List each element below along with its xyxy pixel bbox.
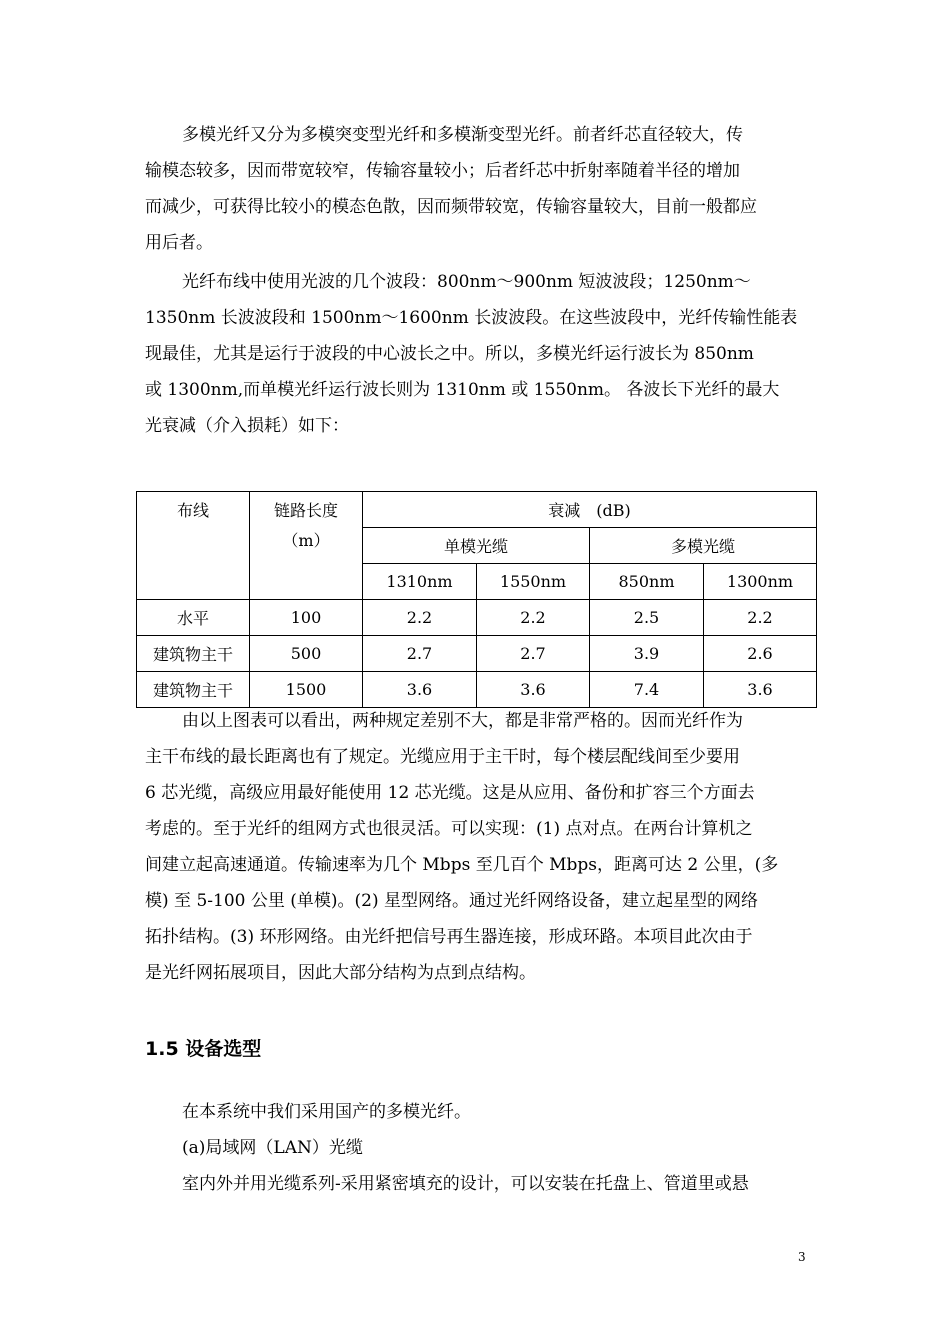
cell-value: 2.6 <box>704 636 817 672</box>
text-line: 是光纤网拓展项目，因此大部分结构为点到点结构。 <box>145 963 536 983</box>
cell-value: 3.9 <box>590 636 704 672</box>
header-wavelength: 1300nm <box>704 564 817 600</box>
paragraph-multimode-fiber <box>145 117 815 261</box>
cell-value: 2.7 <box>477 636 590 672</box>
section-heading: 1.5 设备选型 <box>145 1038 262 1060</box>
header-wavelength: 1550nm <box>477 564 590 600</box>
cell-wiring: 建筑物主干 <box>137 672 250 708</box>
header-wavelength: 850nm <box>590 564 704 600</box>
text-line: 或 1300nm,而单模光纤运行波长则为 1310nm 或 1550nm。 各波长下光纤的最大 <box>145 380 780 400</box>
header-link-length <box>250 492 363 600</box>
text-line: 现最佳，尤其是运行于波段的中心波长之中。所以，多模光纤运行波长为 850nm <box>145 344 754 364</box>
cell-value: 2.2 <box>704 600 817 636</box>
text-line: 多模光纤又分为多模突变型光纤和多模渐变型光纤。前者纤芯直径较大，传 <box>182 125 743 145</box>
header-multi-mode: 多模光缆 <box>590 528 817 564</box>
header-single-mode: 单模光缆 <box>363 528 590 564</box>
paragraph-wavelength-bands <box>145 264 815 444</box>
cell-value: 3.6 <box>704 672 817 708</box>
cell-value: 3.6 <box>363 672 477 708</box>
cell-length: 500 <box>250 636 363 672</box>
cell-length: 100 <box>250 600 363 636</box>
header-link-length-unit: （m） <box>282 531 330 550</box>
cell-length: 1500 <box>250 672 363 708</box>
text-line: 输模态较多，因而带宽较窄，传输容量较小；后者纤芯中折射率随着半径的增加 <box>145 161 740 181</box>
text-line: (a)局域网（LAN）光缆 <box>182 1138 363 1158</box>
cell-wiring: 建筑物主干 <box>137 636 250 672</box>
cell-value: 2.2 <box>477 600 590 636</box>
paragraph-networking <box>145 703 815 991</box>
text-line: 室内外并用光缆系列-采用紧密填充的设计，可以安装在托盘上、管道里或悬 <box>182 1174 749 1194</box>
text-line: 考虑的。至于光纤的组网方式也很灵活。可以实现：(1) 点对点。在两台计算机之 <box>145 819 753 839</box>
table-row <box>137 600 817 636</box>
text-line: 主干布线的最长距离也有了规定。光缆应用于主干时，每个楼层配线间至少要用 <box>145 747 740 767</box>
table-row <box>137 636 817 672</box>
table-header-row <box>137 492 817 528</box>
text-line: 1350nm 长波波段和 1500nm～1600nm 长波波段。在这些波段中，光纤传输性能表 <box>145 308 798 328</box>
cell-value: 2.7 <box>363 636 477 672</box>
header-attenuation: 衰减 (dB) <box>363 492 817 528</box>
text-line: 间建立起高速通道。传输速率为几个 Mbps 至几百个 Mbps，距离可达 2 公里，(多 <box>145 855 779 875</box>
header-link-length-label: 链路长度 <box>273 501 338 520</box>
page-number: 3 <box>798 1250 806 1264</box>
cell-value: 2.5 <box>590 600 704 636</box>
cell-value: 3.6 <box>477 672 590 708</box>
cell-wiring: 水平 <box>137 600 250 636</box>
paragraph-equipment <box>145 1094 815 1202</box>
header-wavelength: 1310nm <box>363 564 477 600</box>
text-line: 光衰减（介入损耗）如下： <box>145 416 349 436</box>
text-line: 在本系统中我们采用国产的多模光纤。 <box>182 1102 471 1122</box>
cell-value: 7.4 <box>590 672 704 708</box>
text-line: 而减少，可获得比较小的模态色散，因而频带较宽，传输容量较大，目前一般都应 <box>145 197 757 217</box>
header-wiring: 布线 <box>137 492 250 600</box>
text-line: 模) 至 5-100 公里 (单模)。(2) 星型网络。通过光纤网络设备，建立起星型的网络 <box>145 891 759 911</box>
cell-value: 2.2 <box>363 600 477 636</box>
text-line: 由以上图表可以看出，两种规定差别不大，都是非常严格的。因而光纤作为 <box>182 711 743 731</box>
attenuation-table <box>136 491 817 708</box>
text-line: 6 芯光缆，高级应用最好能使用 12 芯光缆。这是从应用、备份和扩容三个方面去 <box>145 783 755 803</box>
text-line: 拓扑结构。(3) 环形网络。由光纤把信号再生器连接，形成环路。本项目此次由于 <box>145 927 753 947</box>
text-line: 用后者。 <box>145 233 213 253</box>
text-line: 光纤布线中使用光波的几个波段：800nm～900nm 短波波段；1250nm～ <box>182 272 751 292</box>
